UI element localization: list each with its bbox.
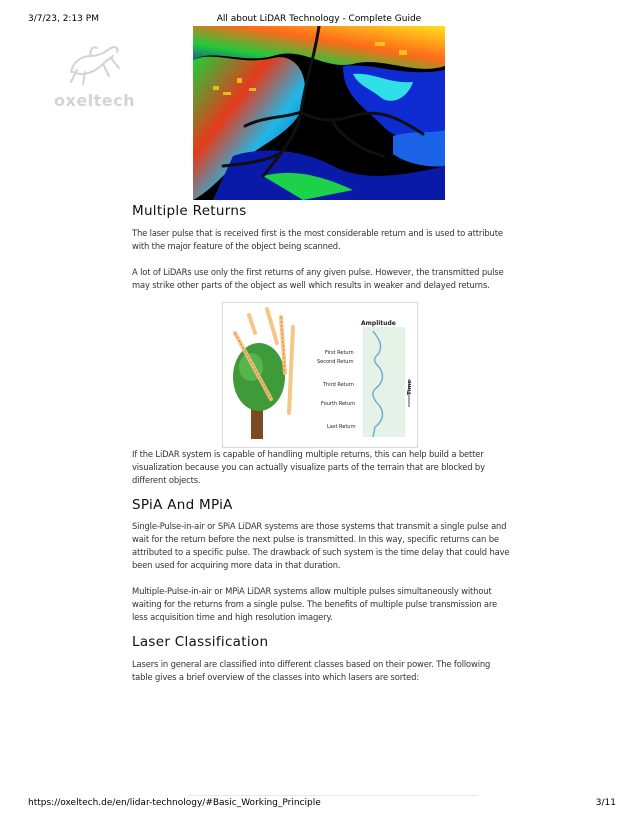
return-label: First Return [325, 350, 354, 356]
heading-spia-and-mpia: SPiA And MPiA [132, 497, 233, 513]
print-title: All about LiDAR Technology - Complete Guide [216, 14, 422, 24]
lidar-elevation-map-image [193, 26, 445, 200]
paragraph: Lasers in general are classified into different classes based on their power. The following table gives a brief overview of the classes into which lasers are sorted: [132, 659, 491, 682]
amplitude-label: Amplitude [361, 320, 396, 327]
paragraph: Multiple-Pulse-in-air or MPiA LiDAR systems allow multiple pulses simultaneously without waiting for the returns from a single pulse. The benefits of multiple pulse transmission are less acquisition time and high resolution imagery. [132, 586, 498, 622]
paragraph: Single-Pulse-in-air or SPiA LiDAR systems are those systems that transmit a single pulse and wait for the return before the next pulse is transmitted. In this way, specific returns can be attributed to a specific pulse. The drawback of such system is the time delay that could have been used for acquiring more data in that duration. [132, 521, 510, 570]
footer-divider [188, 795, 478, 796]
bull-logo-icon [63, 42, 125, 86]
oxeltech-watermark [54, 42, 134, 110]
print-datetime: 3/7/23, 2:13 PM [28, 14, 99, 24]
heading-laser-classification: Laser Classification [132, 634, 269, 650]
return-label: Third Return [323, 382, 354, 388]
paragraph: A lot of LiDARs use only the first returns of any given pulse. However, the transmitted pulse may strike other parts of the object as well which results in weaker and delayed returns. [132, 267, 504, 290]
paragraph: If the LiDAR system is capable of handling multiple returns, this can help build a better visualization because you can actually visualize parts of the terrain that are blocked by different objects. [132, 449, 485, 485]
return-label: Last Return [327, 424, 356, 430]
print-url[interactable]: https://oxeltech.de/en/lidar-technology/#Basic_Working_Principle [28, 798, 321, 808]
multiple-returns-figure [222, 302, 418, 448]
heading-multiple-returns: Multiple Returns [132, 203, 247, 219]
return-label: Fourth Return [321, 401, 356, 407]
time-label: Time [407, 379, 413, 395]
watermark-brand: oxeltech [54, 91, 136, 110]
page-number: 3/11 [595, 798, 616, 808]
return-label: Second Return [317, 359, 354, 365]
paragraph: The laser pulse that is received first is the most considerable return and is used to attribute with the major feature of the object being scanned. [132, 228, 503, 251]
